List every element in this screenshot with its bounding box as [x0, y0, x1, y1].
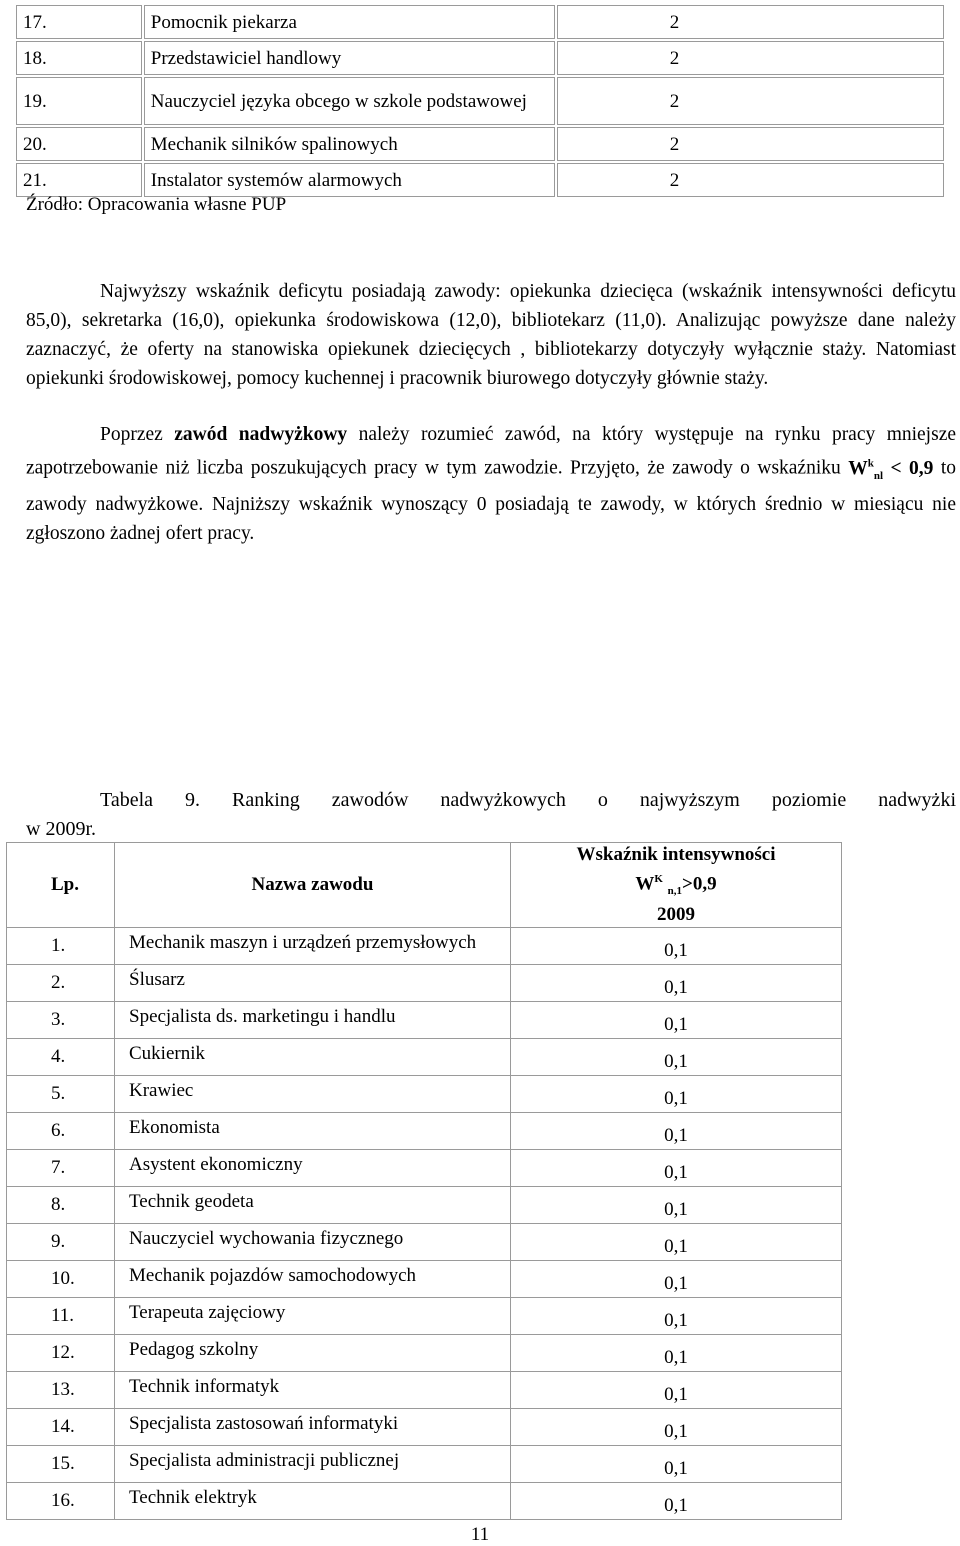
- occupation-name: Nauczyciel języka obcego w szkole podstawowej: [144, 77, 555, 125]
- page-number: 11: [470, 1524, 490, 1545]
- rank-occupation: Technik elektryk: [115, 1483, 511, 1520]
- table-row: [7, 1150, 842, 1187]
- occupation-name: Przedstawiciel handlowy: [144, 41, 555, 75]
- ranking-table: [6, 842, 842, 1520]
- deficit-sentence-3: Natomiast opiekunki środowiskowej, pomocy kuchennej i pracownik biurowego dotyczyły głównie staży.: [26, 339, 957, 389]
- header-index: [511, 843, 842, 928]
- table-row: [7, 1483, 842, 1520]
- header-name: Nazwa zawodu: [115, 843, 511, 928]
- rank-lp: 9.: [7, 1224, 115, 1261]
- rank-lp: 8.: [7, 1187, 115, 1224]
- rank-index-value: 0,1: [511, 1261, 842, 1298]
- table-caption-line1: Tabela 9. Ranking zawodów nadwyżkowych o najwyższym poziomie nadwyżki: [100, 789, 956, 811]
- table-row: [7, 1224, 842, 1261]
- table-row: [7, 1039, 842, 1076]
- header-lp: Lp.: [7, 843, 115, 928]
- rank-index-value: 0,1: [511, 1002, 842, 1039]
- continuation-table: [14, 3, 946, 199]
- occupation-name: Instalator systemów alarmowych: [144, 163, 555, 197]
- rank-occupation: Ślusarz: [115, 965, 511, 1002]
- table-row: [7, 1113, 842, 1150]
- table-row: [16, 163, 944, 197]
- row-number: 21.: [16, 163, 142, 197]
- surplus-text-c: to zawody nadwyżkowe. Najniższy wskaźnik wynoszący 0 posiadają te zawody, w których średnio w miesiącu nie zgłoszono żadnej ofert pracy.: [26, 457, 956, 545]
- source-note: Źródło: Opracowania własne PUP: [26, 194, 287, 215]
- surplus-term: zawód nadwyżkowy: [174, 424, 348, 445]
- rank-index-value: 0,1: [511, 1187, 842, 1224]
- row-count: 2: [557, 41, 944, 75]
- rank-index-value: 0,1: [511, 965, 842, 1002]
- rank-occupation: Technik informatyk: [115, 1372, 511, 1409]
- table-row: [16, 127, 944, 161]
- rank-lp: 5.: [7, 1076, 115, 1113]
- rank-occupation: Specjalista administracji publicznej: [115, 1446, 511, 1483]
- row-number: 18.: [16, 41, 142, 75]
- rank-lp: 13.: [7, 1372, 115, 1409]
- rank-occupation: Mechanik maszyn i urządzeń przemysłowych: [115, 928, 511, 965]
- rank-occupation: Terapeuta zajęciowy: [115, 1298, 511, 1335]
- rank-occupation: Ekonomista: [115, 1113, 511, 1150]
- header-index-title: Wskaźnik intensywności: [576, 844, 776, 865]
- rank-index-value: 0,1: [511, 1076, 842, 1113]
- row-number: 17.: [16, 5, 142, 39]
- row-number: 19.: [16, 77, 142, 125]
- occupation-name: Pomocnik piekarza: [144, 5, 555, 39]
- rank-index-value: 0,1: [511, 1298, 842, 1335]
- row-count: 2: [557, 5, 944, 39]
- rank-lp: 3.: [7, 1002, 115, 1039]
- rank-index-value: 0,1: [511, 1039, 842, 1076]
- table-caption-line2: w 2009r.: [26, 818, 96, 840]
- rank-lp: 1.: [7, 928, 115, 965]
- table-row: [7, 1298, 842, 1335]
- rank-lp: 6.: [7, 1113, 115, 1150]
- index-symbol: $W^k_{nl} < 0,9$: [848, 457, 934, 482]
- table-row: [7, 1409, 842, 1446]
- table-row: [16, 77, 944, 125]
- rank-lp: 15.: [7, 1446, 115, 1483]
- index-threshold: < 0,9: [890, 457, 934, 479]
- rank-index-value: 0,1: [511, 1446, 842, 1483]
- surplus-text-b: należy rozumieć zawód, na który występuje na rynku pracy mniejsze zapotrzebowanie niż liczba poszukujących pracy w tym zawodzie. Przyjęto, że zawody o wskaźniku: [26, 424, 957, 479]
- table-row: [7, 1187, 842, 1224]
- rank-lp: 7.: [7, 1150, 115, 1187]
- rank-lp: 14.: [7, 1409, 115, 1446]
- row-count: 2: [557, 127, 944, 161]
- rank-lp: 10.: [7, 1261, 115, 1298]
- rank-lp: 4.: [7, 1039, 115, 1076]
- rank-lp: 11.: [7, 1298, 115, 1335]
- row-number: 20.: [16, 127, 142, 161]
- table-row: [7, 928, 842, 965]
- row-count: 2: [557, 163, 944, 197]
- rank-lp: 16.: [7, 1483, 115, 1520]
- rank-occupation: Pedagog szkolny: [115, 1335, 511, 1372]
- rank-occupation: Specjalista ds. marketingu i handlu: [115, 1002, 511, 1039]
- table-row: [7, 1372, 842, 1409]
- header-index-formula: $W^K$ $_{n,1}$>0,9: [635, 873, 717, 898]
- deficit-paragraph: [26, 277, 956, 393]
- table-row: [7, 1261, 842, 1298]
- table-row: [7, 1335, 842, 1372]
- rank-index-value: 0,1: [511, 928, 842, 965]
- header-year: 2009: [657, 904, 695, 926]
- rank-occupation: Specjalista zastosowań informatyki: [115, 1409, 511, 1446]
- rank-index-value: 0,1: [511, 1335, 842, 1372]
- rank-occupation: Nauczyciel wychowania fizycznego: [115, 1224, 511, 1261]
- rank-lp: 12.: [7, 1335, 115, 1372]
- table-row: [7, 1446, 842, 1483]
- rank-index-value: 0,1: [511, 1372, 842, 1409]
- rank-index-value: 0,1: [511, 1224, 842, 1261]
- rank-lp: 2.: [7, 965, 115, 1002]
- deficit-sentence-1: Najwyższy wskaźnik deficytu posiadają zawody: opiekunka dziecięca (wskaźnik intensywności deficytu 85,0), sekretarka (16,0), opiekunka środowiskowa (12,0), bibliotekarz (11,0).: [26, 281, 956, 331]
- rank-index-value: 0,1: [511, 1409, 842, 1446]
- rank-occupation: Asystent ekonomiczny: [115, 1150, 511, 1187]
- rank-occupation: Cukiernik: [115, 1039, 511, 1076]
- rank-index-value: 0,1: [511, 1483, 842, 1520]
- table-row: [7, 1002, 842, 1039]
- rank-occupation: Technik geodeta: [115, 1187, 511, 1224]
- rank-index-value: 0,1: [511, 1150, 842, 1187]
- ranking-header-row: [7, 843, 842, 928]
- table-row: [7, 1076, 842, 1113]
- rank-occupation: Mechanik pojazdów samochodowych: [115, 1261, 511, 1298]
- surplus-paragraph: [26, 420, 956, 548]
- surplus-text-a: Poprzez: [100, 424, 163, 445]
- table-caption: [26, 786, 956, 844]
- deficit-sentence-2: Analizując powyższe dane należy zaznaczyć, że oferty na stanowiska opiekunek dziecięcych , bibliotekarzy dotyczyły wyłącznie staży.: [26, 310, 956, 360]
- row-count: 2: [557, 77, 944, 125]
- table-row: [16, 5, 944, 39]
- occupation-name: Mechanik silników spalinowych: [144, 127, 555, 161]
- table-row: [16, 41, 944, 75]
- rank-index-value: 0,1: [511, 1113, 842, 1150]
- rank-occupation: Krawiec: [115, 1076, 511, 1113]
- table-row: [7, 965, 842, 1002]
